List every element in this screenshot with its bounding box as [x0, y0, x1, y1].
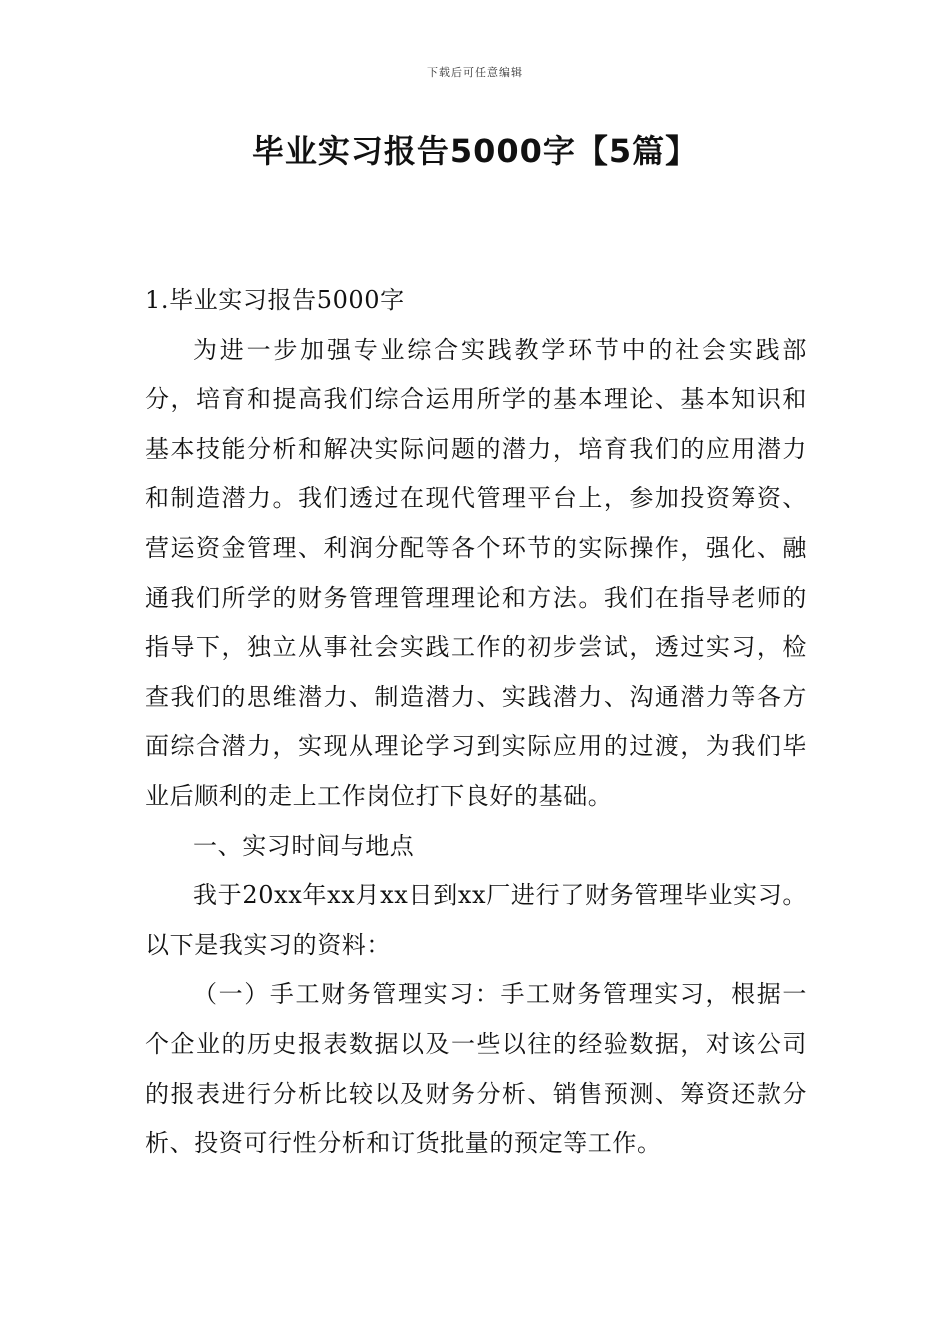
- paragraph-intro: 为进一步加强专业综合实践教学环节中的社会实践部分，培育和提高我们综合运用所学的基本理论、基本知识和基本技能分析和解决实际问题的潜力，培育我们的应用潜力和制造潜力。我们透过在现代管理平台上，参加投资筹资、营运资金管理、利润分配等各个环节的实际操作，强化、融通我们所学的财务管理管理理论和方法。我们在指导老师的指导下，独立从事社会实践工作的初步尝试，透过实习，检查我们的思维潜力、制造潜力、实践潜力、沟通潜力等各方面综合潜力，实现从理论学习到实际应用的过渡，为我们毕业后顺利的走上工作岗位打下良好的基础。: [145, 335, 807, 810]
- header-note: 下载后可任意编辑: [427, 66, 523, 79]
- document-body: [145, 276, 807, 1169]
- paragraph-internship-info: 我于20xx年xx月xx日到xx厂进行了财务管理毕业实习。以下是我实习的资料：: [145, 881, 807, 959]
- paragraph-manual-practice: （一）手工财务管理实习：手工财务管理实习，根据一个企业的历史报表数据以及一些以往的经验数据，对该公司的报表进行分析比较以及财务分析、销售预测、筹资还款分析、投资可行性分析和订货批量的预定等工作。: [145, 980, 807, 1158]
- subheading-time-place: 一、实习时间与地点: [193, 831, 415, 860]
- section-heading: 1.毕业实习报告5000字: [145, 286, 405, 314]
- document-title: 毕业实习报告5000字【5篇】: [251, 132, 699, 170]
